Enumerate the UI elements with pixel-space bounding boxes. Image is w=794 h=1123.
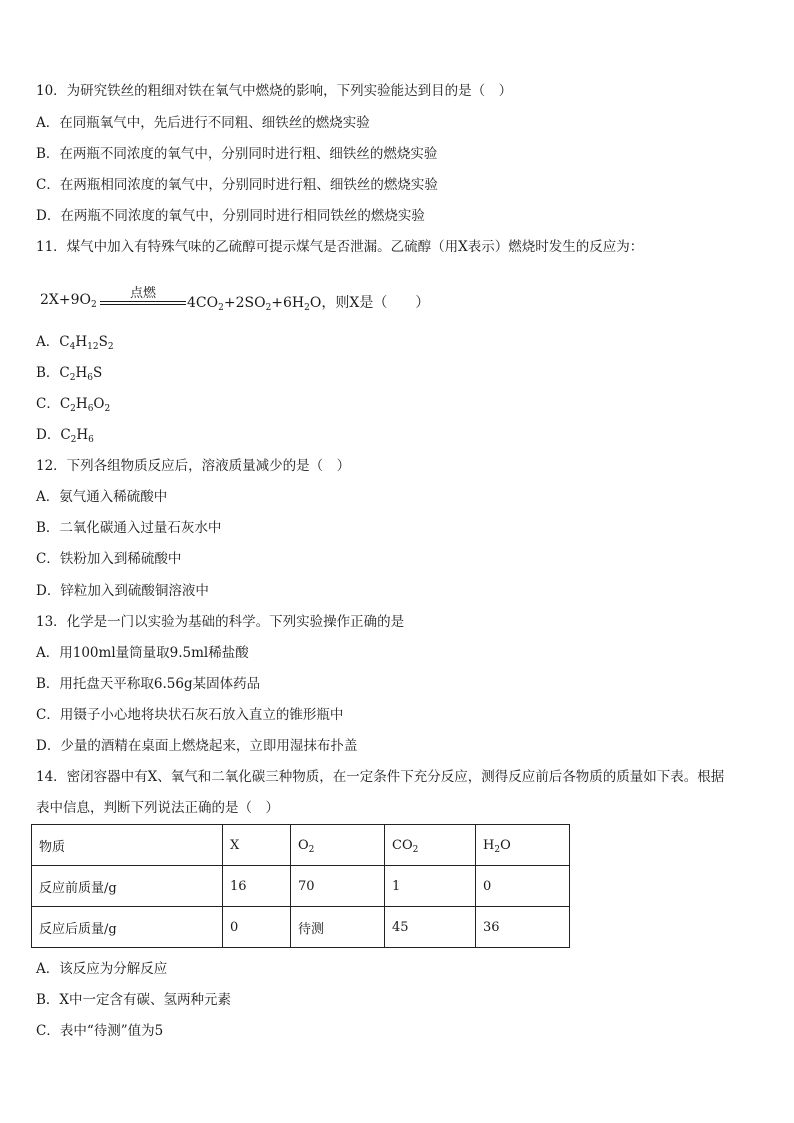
- q10-option-d: D．在两瓶不同浓度的氧气中，分别同时进行相同铁丝的燃烧实验: [36, 208, 425, 224]
- table-cell: 反应后质量/g: [32, 907, 223, 948]
- question-14-stem-line2: 表中信息，判断下列说法正确的是（ ）: [36, 800, 279, 816]
- mass-table: [31, 824, 570, 948]
- question-11-stem: 11．煤气中加入有特殊气味的乙硫醇可提示煤气是否泄漏。乙硫醇（用X表示）燃烧时发生的反应为：: [36, 239, 644, 255]
- table-header-cell: 物质: [32, 825, 223, 866]
- table-cell: 70: [291, 866, 385, 907]
- table-header-row: [32, 825, 570, 866]
- q14-option-b: B．X中一定含有碳、氢两种元素: [36, 992, 232, 1008]
- question-12-stem: 12．下列各组物质反应后，溶液质量减少的是（ ）: [36, 458, 351, 474]
- q14-option-c: C．表中“待测”值为5: [36, 1023, 164, 1039]
- table-cell: 0: [476, 866, 570, 907]
- table-row: [32, 907, 570, 948]
- table-header-cell: $CO_2$: [385, 825, 476, 866]
- q13-option-c: C．用镊子小心地将块状石灰石放入直立的锥形瓶中: [36, 707, 344, 723]
- question-13-stem: 13．化学是一门以实验为基础的科学。下列实验操作正确的是: [36, 614, 405, 630]
- table-cell: 16: [223, 866, 291, 907]
- table-cell: 45: [385, 907, 476, 948]
- q11-option-a: A．$C_4H_{12}S_2$: [36, 334, 114, 352]
- table-cell: 1: [385, 866, 476, 907]
- q13-option-a: A．用100ml量筒量取9.5ml稀盐酸: [36, 645, 249, 661]
- table-header-cell: $H_2O$: [476, 825, 570, 866]
- equation-double-bar-bottom: [100, 304, 186, 305]
- table-header-cell: $O_2$: [291, 825, 385, 866]
- q12-option-a: A．氨气通入稀硫酸中: [36, 489, 168, 505]
- q12-option-b: B．二氧化碳通入过量石灰水中: [36, 520, 222, 536]
- equation-double-bar-top: [100, 301, 186, 302]
- q13-option-b: B．用托盘天平称取6.56g某固体药品: [36, 676, 261, 692]
- q12-option-c: C．铁粉加入到稀硫酸中: [36, 551, 182, 567]
- q10-option-c: C．在两瓶相同浓度的氧气中，分别同时进行粗、细铁丝的燃烧实验: [36, 177, 438, 193]
- table-cell: 0: [223, 907, 291, 948]
- reaction-condition: 点燃: [129, 286, 156, 301]
- q10-option-a: A．在同瓶氧气中，先后进行不同粗、细铁丝的燃烧实验: [36, 115, 370, 131]
- table-cell: 36: [476, 907, 570, 948]
- table-cell: 待测: [291, 907, 385, 948]
- question-10-stem: 10．为研究铁丝的粗细对铁在氧气中燃烧的影响，下列实验能达到目的是（ ）: [36, 83, 513, 99]
- q13-option-d: D．少量的酒精在桌面上燃烧起来，立即用湿抹布扑盖: [36, 738, 358, 754]
- chemical-equation: [40, 282, 430, 322]
- table-header-cell: X: [223, 825, 291, 866]
- equation-reactants: $2X+9O_2$: [40, 292, 97, 310]
- question-14-stem-line1: 14．密闭容器中有X、氧气和二氧化碳三种物质，在一定条件下充分反应，测得反应前后各物质的质量如下表。根据: [36, 769, 725, 785]
- q14-option-a: A．该反应为分解反应: [36, 961, 168, 977]
- q10-option-b: B．在两瓶不同浓度的氧气中，分别同时进行粗、细铁丝的燃烧实验: [36, 146, 438, 162]
- q12-option-d: D．锌粒加入到硫酸铜溶液中: [36, 583, 209, 599]
- q11-option-b: B．$C_2H_6S$: [36, 365, 103, 383]
- equation-products: $4CO_2+2SO_2+6H_2O$，则X是（ ）: [187, 295, 430, 313]
- table-row: [32, 866, 570, 907]
- q11-option-c: C．$C_2H_6O_2$: [36, 396, 111, 414]
- q11-option-d: D．$C_2H_6$: [36, 427, 94, 445]
- table-cell: 反应前质量/g: [32, 866, 223, 907]
